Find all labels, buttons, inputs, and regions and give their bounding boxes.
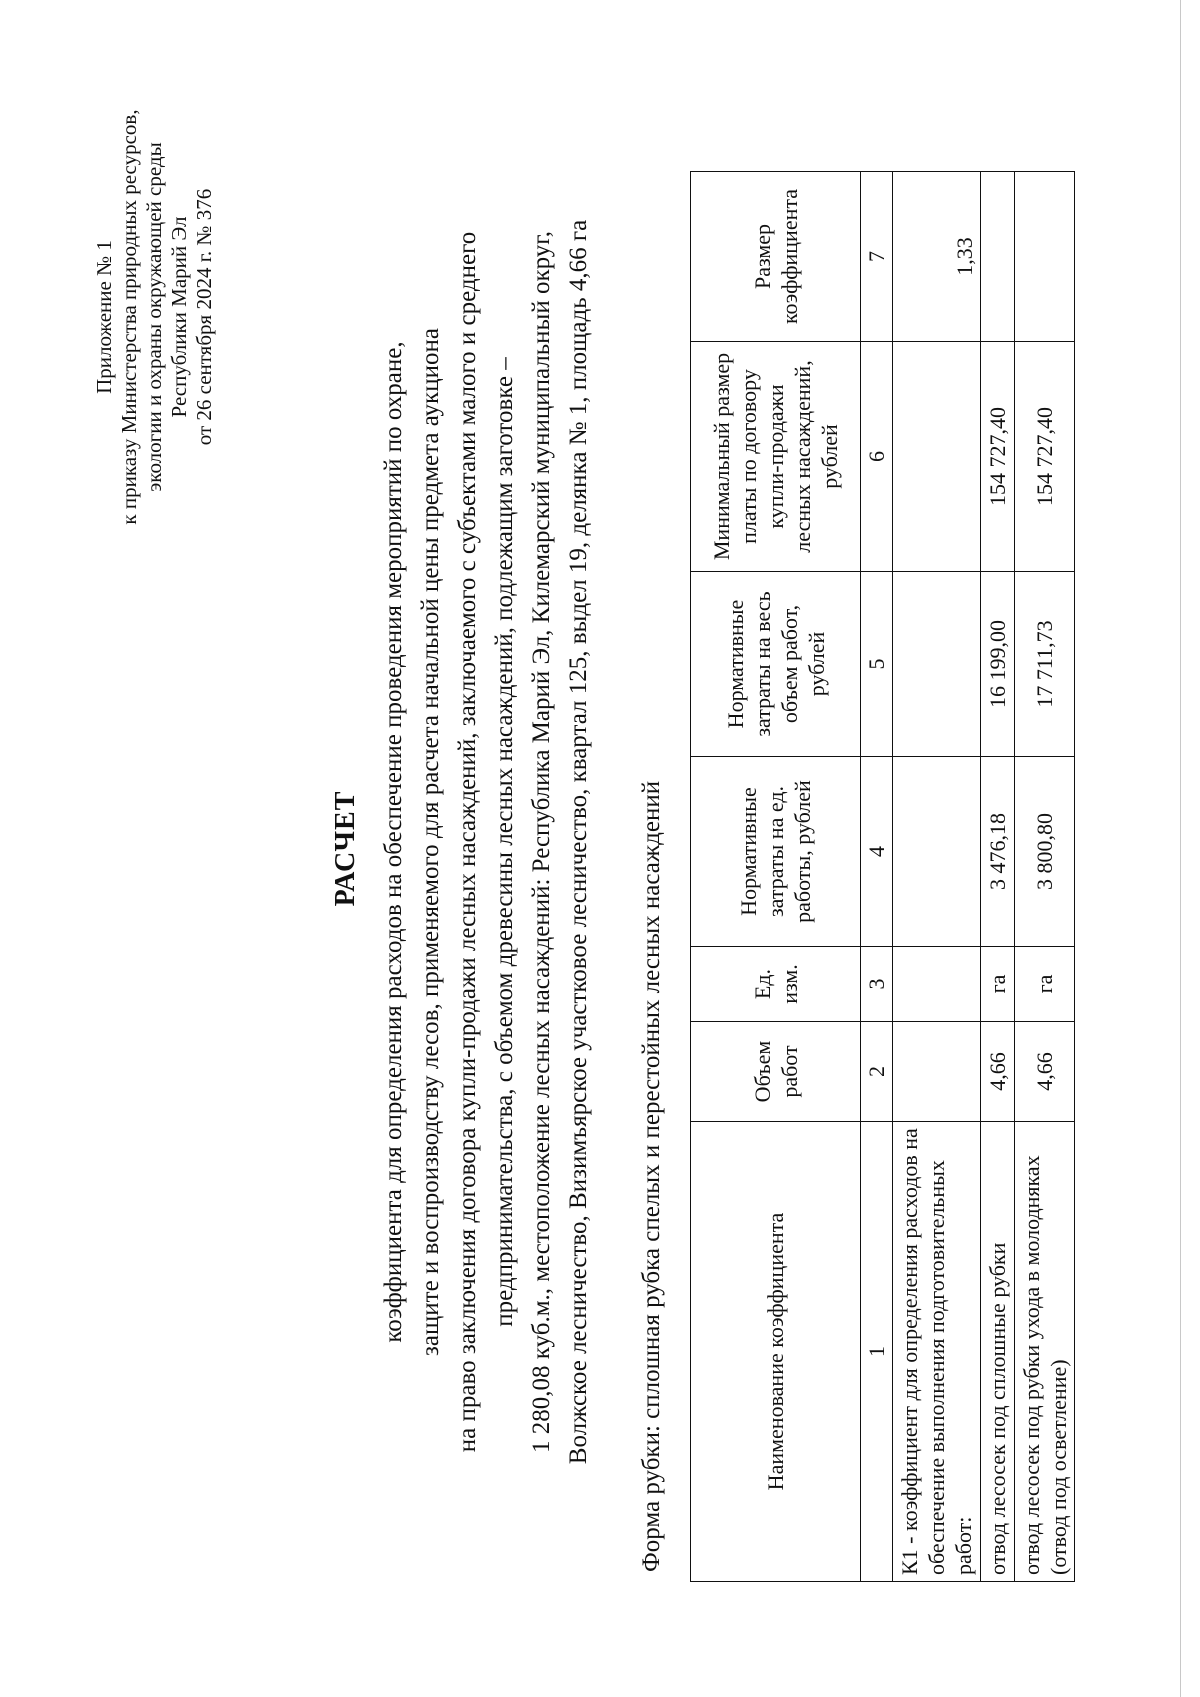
row-cost-total — [893, 572, 981, 757]
column-number: 1 — [861, 1122, 893, 1582]
column-number: 5 — [861, 572, 893, 757]
column-number: 6 — [861, 342, 893, 572]
table-row — [1015, 172, 1075, 1582]
row-volume — [893, 1022, 981, 1122]
appendix-line: экологии и охраны окружающей среды — [142, 142, 166, 492]
row-unit: га — [981, 947, 1015, 1022]
document-subtitle — [375, 117, 597, 1567]
calculation-table — [690, 171, 1075, 1582]
header-cell-volume: Объем работ — [691, 1022, 861, 1122]
column-number: 7 — [861, 172, 893, 342]
row-name: отвод лесосек под сплошные рубки — [981, 1122, 1015, 1582]
row-min-pay: 154 727,40 — [1015, 342, 1075, 572]
appendix-line: Приложение № 1 — [92, 240, 116, 394]
subtitle-line: предпринимательства, с объемом древесины лесных насаждений, подлежащим заготовке – — [491, 357, 518, 1327]
row-name: К1 - коэффициент для определения расходов на обеспечение выполнения подготовительных работ: — [893, 1122, 981, 1582]
header-cell-unit: Ед. изм. — [691, 947, 861, 1022]
column-number: 3 — [861, 947, 893, 1022]
calculation-table-wrap — [690, 171, 1075, 1582]
subtitle-line: 1 280,08 куб.м., местоположение лесных насаждений: Республика Марий Эл, Килемарский муниципальный округ, — [528, 231, 555, 1453]
subtitle-line: коэффициента для определения расходов на обеспечение проведения мероприятий по охране, — [380, 341, 407, 1343]
document-title: РАСЧЕТ — [330, 790, 361, 907]
appendix-line: от 26 сентября 2024 г. № 376 — [192, 188, 216, 446]
subtitle-line: Волжское лесничество, Визимъярское участковое лесничество, квартал 125, выдел 19, делянка № 1, площадь 4,66 га — [565, 219, 592, 1465]
table-row — [981, 172, 1015, 1582]
header-cell-name: Наименование коэффициента — [691, 1122, 861, 1582]
row-cost-unit — [893, 757, 981, 947]
appendix-line: к приказу Министерства природных ресурсов, — [117, 109, 141, 525]
row-cost-total: 17 711,73 — [1015, 572, 1075, 757]
header-cell-coef: Размер коэффициента — [691, 172, 861, 342]
cutting-form-label: Форма рубки: сплошная рубка спелых и перестойных лесных насаждений — [638, 780, 665, 1572]
row-min-pay: 154 727,40 — [981, 342, 1015, 572]
row-cost-total: 16 199,00 — [981, 572, 1015, 757]
row-coef: 1,33 — [893, 172, 981, 342]
subtitle-line: защите и воспроизводству лесов, применяемого для расчета начальной цены предмета аукциона — [417, 328, 444, 1356]
row-unit — [893, 947, 981, 1022]
row-cost-unit: 3 800,80 — [1015, 757, 1075, 947]
row-unit: га — [1015, 947, 1075, 1022]
row-volume: 4,66 — [981, 1022, 1015, 1122]
column-number: 4 — [861, 757, 893, 947]
row-cost-unit: 3 476,18 — [981, 757, 1015, 947]
row-volume: 4,66 — [1015, 1022, 1075, 1122]
appendix-line: Республики Марий Эл — [167, 216, 191, 418]
row-coef — [1015, 172, 1075, 342]
table-number-row — [861, 172, 893, 1582]
row-coef — [981, 172, 1015, 342]
row-min-pay — [893, 342, 981, 572]
row-name: отвод лесосек под рубки ухода в молодняках (отвод под осветление) — [1015, 1122, 1075, 1582]
header-cell-cost-unit: Нормативные затраты на ед. работы, рублей — [691, 757, 861, 947]
header-cell-cost-total: Нормативные затраты на весь объем работ, рублей — [691, 572, 861, 757]
appendix-block — [92, 57, 217, 577]
subtitle-line: на право заключения договора купли-продажи лесных насаждений, заключаемого с субъектами малого и среднего — [454, 231, 481, 1453]
header-cell-min-pay: Минимальный размер платы по договору купли-продажи лесных насаждений, рублей — [691, 342, 861, 572]
table-header-row — [691, 172, 861, 1582]
table-row — [893, 172, 981, 1582]
column-number: 2 — [861, 1022, 893, 1122]
